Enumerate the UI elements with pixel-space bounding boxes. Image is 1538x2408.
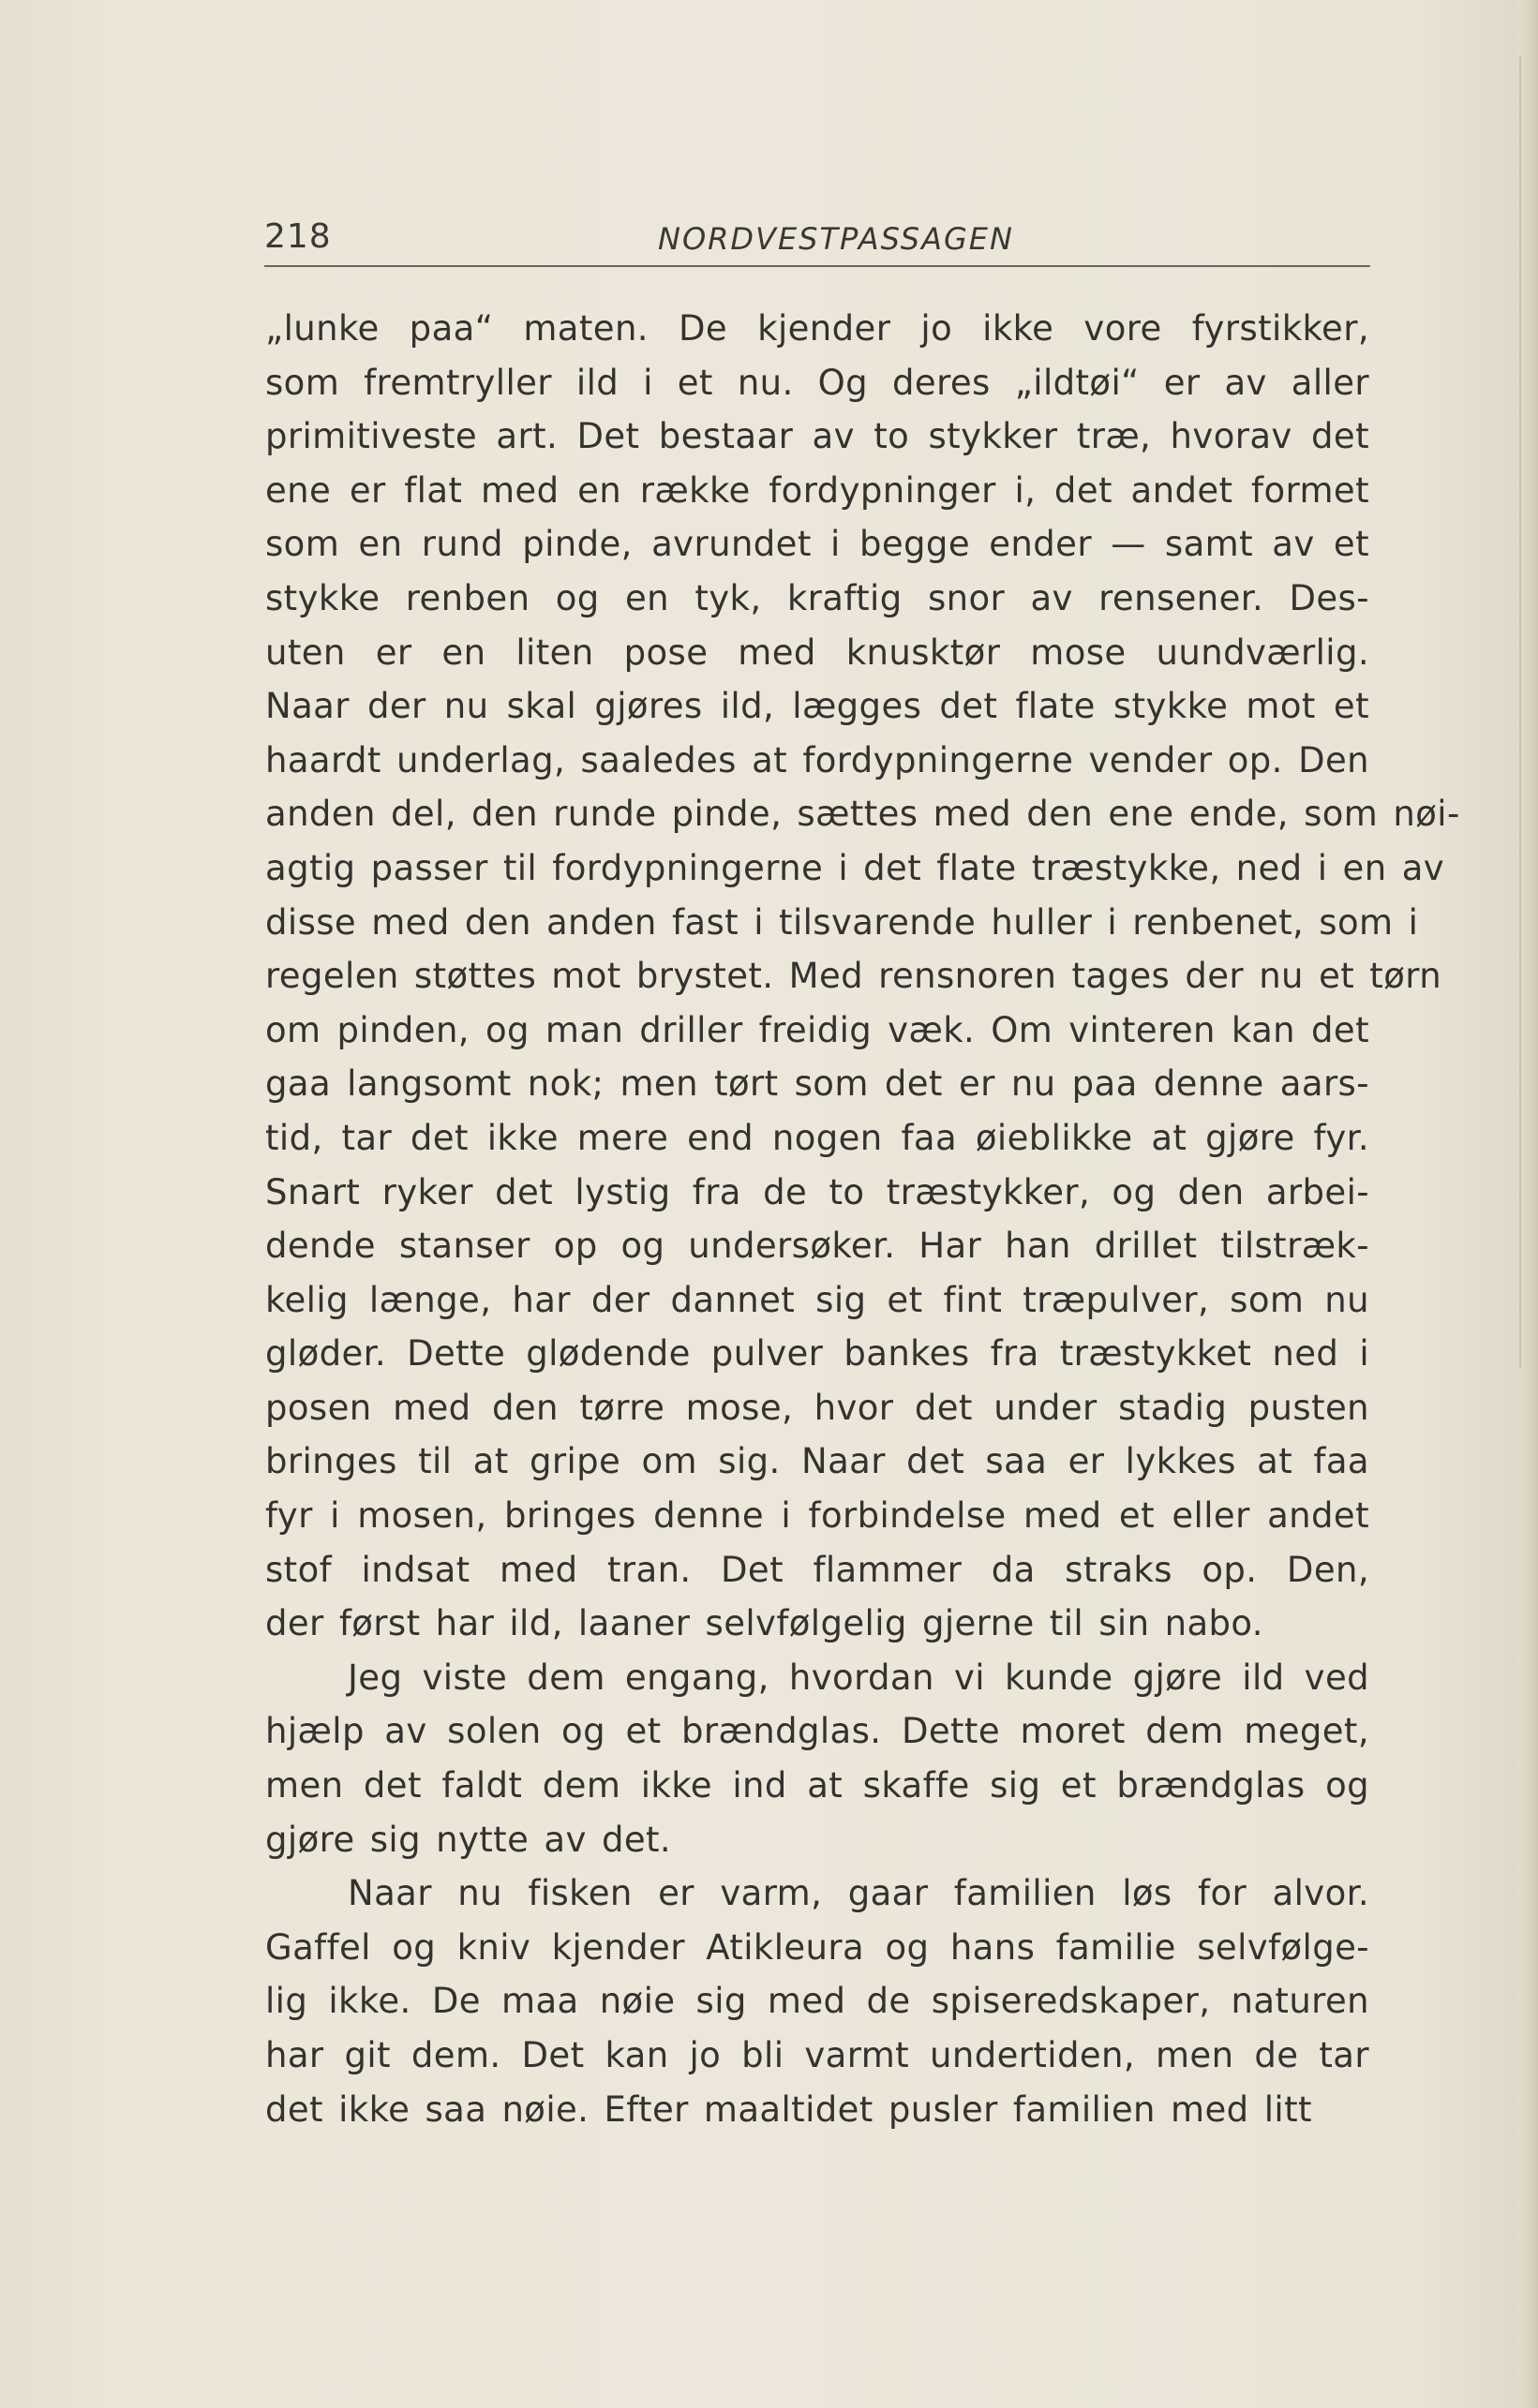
paragraph bbox=[265, 1651, 1369, 1866]
text-line: disse med den anden fast i tilsvarende huller i renbenet, som i bbox=[265, 901, 1419, 943]
text-line: har git dem. Det kan jo bli varmt undertiden, men de tar bbox=[265, 2035, 1369, 2075]
text-line: Naar der nu skal gjøres ild, lægges det flate stykke mot et bbox=[265, 686, 1369, 727]
text-line: anden del, den runde pinde, sættes med den ene ende, som nøi- bbox=[265, 794, 1460, 835]
text-line: der først har ild, laaner selvfølgelig gjerne til sin nabo. bbox=[265, 1603, 1263, 1644]
text-line: Snart ryker det lystig fra de to træstykker, og den arbei- bbox=[265, 1171, 1369, 1212]
header-rule bbox=[264, 265, 1370, 267]
text-line: Jeg viste dem engang, hvordan vi kunde gjøre ild ved bbox=[348, 1657, 1369, 1698]
text-line: gløder. Dette glødende pulver bankes fra træstykket ned i bbox=[265, 1333, 1369, 1375]
text-line: fyr i mosen, bringes denne i forbindelse med et eller andet bbox=[265, 1495, 1369, 1537]
text-line: „lunke paa“ maten. De kjender jo ikke vore fyrstikker, bbox=[265, 308, 1369, 349]
text-line: primitiveste art. Det bestaar av to stykker træ, hvorav det bbox=[265, 416, 1369, 457]
text-line: det ikke saa nøie. Efter maaltidet pusler familien med litt bbox=[265, 2088, 1312, 2130]
page-header bbox=[264, 212, 1370, 268]
text-line: som en rund pinde, avrundet i begge ender — samt av et bbox=[265, 524, 1369, 565]
page-number: 218 bbox=[264, 217, 332, 256]
text-line: hjælp av solen og et brændglas. Dette moret dem meget, bbox=[265, 1711, 1369, 1752]
text-line: kelig længe, har der dannet sig et fint træpulver, som nu bbox=[265, 1279, 1369, 1320]
running-title: NORDVESTPASSAGEN bbox=[658, 221, 1014, 257]
text-line: Naar nu fisken er varm, gaar familien løs for alvor. bbox=[348, 1873, 1369, 1914]
text-line: stykke renben og en tyk, kraftig snor av rensener. Des- bbox=[265, 577, 1369, 618]
page-fold-line bbox=[1519, 56, 1521, 1368]
text-line: gaa langsomt nok; men tørt som det er nu paa denne aars- bbox=[265, 1063, 1369, 1105]
text-line: uten er en liten pose med knusktør mose uundværlig. bbox=[265, 632, 1369, 673]
text-line: men det faldt dem ikke ind at skaffe sig et brændglas og bbox=[265, 1765, 1369, 1806]
text-line: posen med den tørre mose, hvor det under stadig pusten bbox=[265, 1387, 1369, 1428]
text-line: haardt underlag, saaledes at fordypningerne vender op. Den bbox=[265, 739, 1369, 780]
text-line: tid, tar det ikke mere end nogen faa øieblikke at gjøre fyr. bbox=[265, 1117, 1369, 1158]
text-line: om pinden, og man driller freidig væk. Om vinteren kan det bbox=[265, 1009, 1369, 1050]
text-line: agtig passer til fordypningerne i det flate træstykke, ned i en av bbox=[265, 847, 1445, 888]
text-line: Gaffel og kniv kjender Atikleura og hans familie selvfølge- bbox=[265, 1926, 1369, 1968]
text-line: som fremtryller ild i et nu. Og deres „ildtøi“ er av aller bbox=[265, 362, 1369, 403]
paragraph bbox=[265, 1866, 1369, 2136]
text-line: bringes til at gripe om sig. Naar det saa er lykkes at faa bbox=[265, 1441, 1369, 1482]
text-line: ene er flat med en række fordypninger i, det andet formet bbox=[265, 469, 1369, 511]
paragraph bbox=[265, 302, 1460, 1651]
text-line: regelen støttes mot brystet. Med rensnoren tages der nu et tørn bbox=[265, 956, 1442, 997]
text-line: gjøre sig nytte av det. bbox=[265, 1819, 672, 1860]
text-line: stof indsat med tran. Det flammer da straks op. Den, bbox=[265, 1549, 1369, 1590]
text-line: lig ikke. De maa nøie sig med de spiseredskaper, naturen bbox=[265, 1981, 1369, 2022]
body-text bbox=[265, 302, 1460, 2136]
text-line: dende stanser op og undersøker. Har han drillet tilstræk- bbox=[265, 1226, 1369, 1267]
